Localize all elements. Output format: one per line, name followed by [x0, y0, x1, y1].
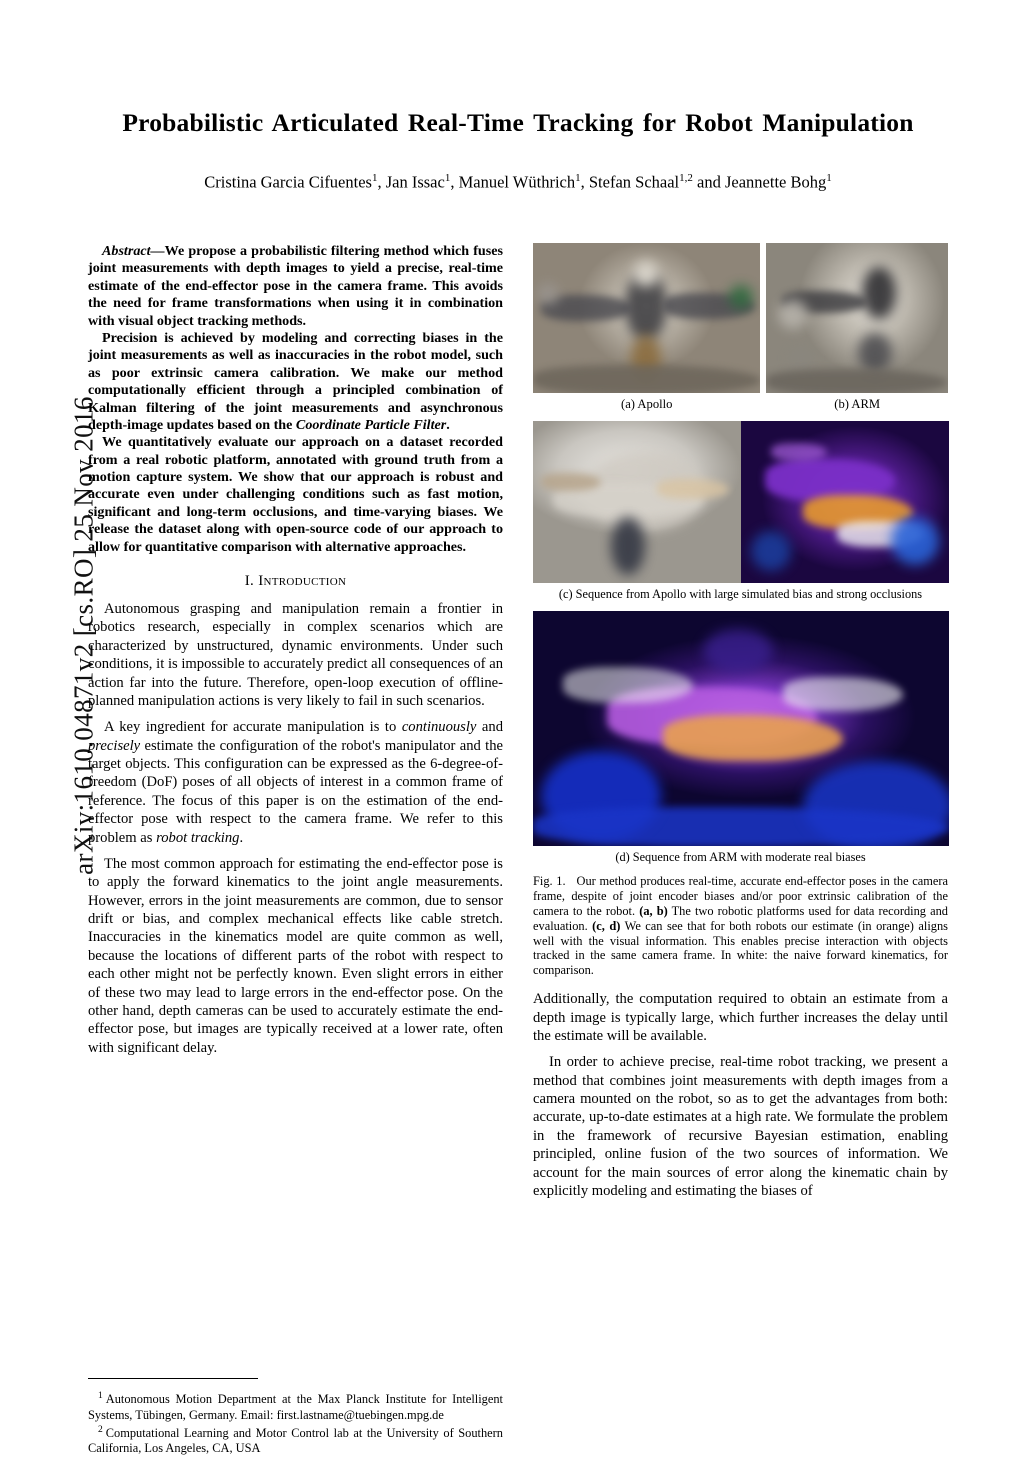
- figure-caption-text-3: We can see that for both robots our estimate (in orange) aligns well with the visual information. This enables precise interaction with objects tracked in the same camera frame. In white: the naive forward kinematics, for comparison.: [533, 918, 948, 978]
- right-column: [533, 243, 948, 1200]
- author-4: , Stefan Schaal: [580, 172, 680, 192]
- intro-p2-d: .: [239, 829, 244, 846]
- figure-caption: [533, 874, 948, 978]
- section-number: I.: [244, 573, 255, 590]
- footnote-1-text: Autonomous Motion Department at the Max Planck Institute for Intelligent Systems, Tübingen, Germany. Email: first.lastname@tuebingen.mpg.de: [88, 1392, 503, 1422]
- intro-p2-c: estimate the configuration of the robot's manipulator and the target objects. This configuration can be expressed as the 6-degree-of-freedom (DoF) poses of all objects of interest in a common frame of reference. The focus of this paper is on the estimation of the end-effector pose with respect to the camera frame. We refer to this problem as: [88, 737, 503, 846]
- figure-caption-bold-2: (c, d): [592, 918, 621, 933]
- author-5-affil: 1: [826, 172, 832, 184]
- abstract-cpf-term: Coordinate Particle Filter: [295, 416, 447, 433]
- intro-paragraph-2: [88, 718, 503, 847]
- abstract-text-2b: .: [446, 416, 450, 433]
- figure-subcaption-d: (d) Sequence from ARM with moderate real biases: [615, 850, 866, 864]
- figure-image-arm: [766, 243, 948, 393]
- figure-subcaption-b: (b) ARM: [834, 397, 881, 411]
- author-3: , Manuel Wüthrich: [450, 172, 576, 192]
- section-heading-introduction: [88, 573, 503, 590]
- footnote-2: [88, 1425, 503, 1457]
- abstract-paragraph-1: [88, 243, 503, 330]
- section-title: Introduction: [258, 573, 347, 590]
- author-1-affil: 1: [371, 172, 378, 184]
- abstract-paragraph-3: We quantitatively evaluate our approach on a dataset recorded from a real robotic platform, annotated with ground truth from a motion capture system. We show that our approach is robust and accurate even under challenging conditions such as fast motion, significant and long-term occlusions, and time-varying biases. We release the dataset along with open-source code of our approach to allow for quantitative comparison with alternative approaches.: [88, 434, 503, 555]
- abstract-paragraph-2: [88, 330, 503, 434]
- figure-subcaption-a: (a) Apollo: [621, 397, 673, 411]
- author-5: and Jeannette Bohg: [692, 172, 827, 192]
- intro-p2-b: and: [476, 719, 503, 736]
- footnote-2-text: Computational Learning and Motor Control lab at the University of Southern California, Los Angeles, CA, USA: [88, 1426, 503, 1456]
- footnote-divider: [88, 1378, 258, 1379]
- author-4-affil: 1,2: [679, 172, 693, 184]
- figure-caption-text-1: Our method produces real-time, accurate end-effector poses in the camera frame, despite of joint encoder biases and/or poor extrinsic calibration of the camera to the robot.: [533, 874, 948, 918]
- abstract-lead: Abstract—: [102, 243, 165, 259]
- footnotes: [88, 1391, 503, 1459]
- left-column: [88, 243, 503, 1057]
- figure-label: Fig. 1.: [533, 874, 566, 888]
- abstract-text-2a: Precision is achieved by modeling and correcting biases in the joint measurements as well as inaccuracies in the robot model, such as poor extrinsic camera calibration. We make our method computationally efficient through a principled combination of Kalman filtering of the joint measurements and asynchronous depth-image updates based on the: [88, 329, 503, 433]
- figure-image-sequence-apollo: [533, 421, 949, 583]
- intro-paragraph-3: The most common approach for estimating the end-effector pose is to apply the forward kinematics to the joint angle measurements. However, errors in the joint measurements are common, due to sensor drift or bias, and complex mechanical effects like cable stretch. Inaccuracies in the kinematics model are quite common as well, because the locations of different parts of the robot with respect to each other might not be perfectly known. Even slight errors in either of these two may lead to large errors in the end-effector pose. On the other hand, depth cameras can be used to accurately estimate the end-effector pose, but images are typically received at a lower rate, often with significant delay.: [88, 855, 503, 1056]
- intro-p2-italic-3: robot tracking: [156, 829, 240, 846]
- intro-p2-a: A key ingredient for accurate manipulation is to: [104, 719, 402, 736]
- figure-subcaption-c: (c) Sequence from Apollo with large simulated bias and strong occlusions: [558, 587, 923, 601]
- footnote-1-mark: 1: [98, 1391, 103, 1401]
- figure-caption-text-2: The two robotic platforms used for data recording and evaluation.: [533, 903, 948, 933]
- intro-p2-italic-1: continuously: [401, 719, 477, 736]
- author-2-affil: 1: [444, 172, 451, 184]
- abstract-text-1: We propose a probabilistic filtering method which fuses joint measurements with depth images to yield a precise, real-time estimate of the end-effector pose in the camera frame. This avoids the need for frame transformations when using it in combination with visual object tracking methods.: [88, 243, 503, 329]
- figure-image-apollo: [533, 243, 760, 393]
- figure-image-sequence-arm: [533, 611, 949, 846]
- author-list: [88, 172, 948, 193]
- two-column-body: [88, 243, 948, 1456]
- figure-row-ab: [533, 243, 948, 393]
- footnote-2-mark: 2: [98, 1424, 103, 1435]
- figure-subcaptions-ab: [533, 393, 948, 421]
- author-3-affil: 1: [575, 172, 581, 184]
- figure-caption-bold-1: (a, b): [639, 903, 668, 918]
- author-1: Cristina Garcia Cifuentes: [204, 172, 372, 192]
- page-title: Probabilistic Articulated Real-Time Tracking for Robot Manipulation: [122, 108, 914, 137]
- footnote-1: [88, 1391, 503, 1423]
- arxiv-stamp: arXiv:1610.04871v2 [cs.RO] 25 Nov 2016: [68, 396, 99, 875]
- right-paragraph-1: Additionally, the computation required to obtain an estimate from a depth image is typically large, which further increases the delay until the estimate will be available.: [533, 991, 948, 1044]
- intro-paragraph-1: Autonomous grasping and manipulation remain a frontier in robotics research, especially in complex scenarios which are characterized by unstructured, dynamic environments. Under such conditions, it is impossible to accurately predict all consequences of an action far into the future. Therefore, open-loop execution of offline-planned manipulation actions is very likely to fail in such scenarios.: [88, 601, 503, 709]
- author-2: , Jan Issac: [377, 172, 445, 192]
- right-paragraph-2: In order to achieve precise, real-time robot tracking, we present a method that combines joint measurements with depth images from a camera mounted on the robot, so as to get the advantages from both: accurate, up-to-date estimates at a high rate. We formulate the problem in the framework of recursive Bayesian estimation, enabling principled, online fusion of the two sources of information. We account for the main sources of error along the kinematic chain by explicitly modeling and estimating the biases of: [533, 1054, 948, 1199]
- paper-page: [88, 0, 948, 1456]
- intro-p2-italic-2: precisely: [88, 737, 141, 754]
